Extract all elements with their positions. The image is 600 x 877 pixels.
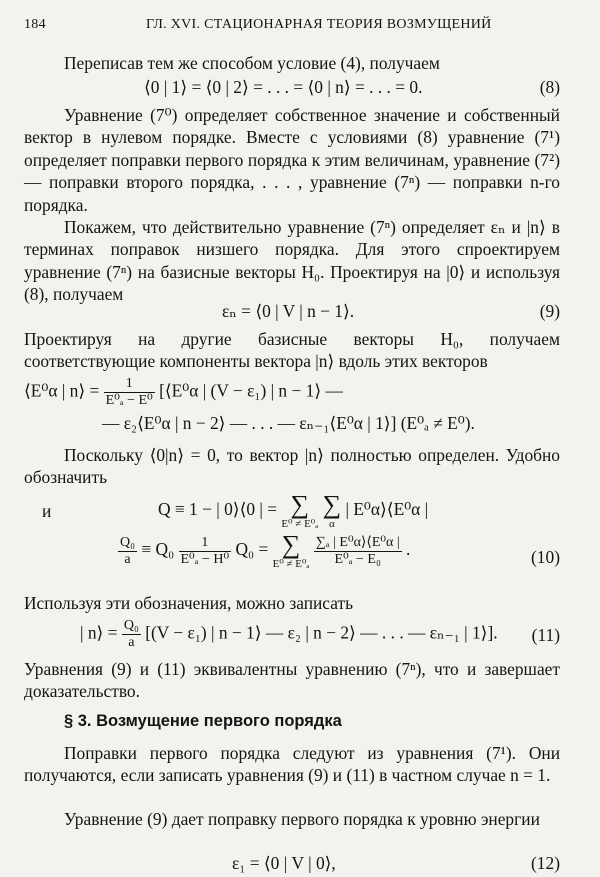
paragraph-popravki-text: Поправки первого порядка следуют из уравнения (7¹). Они получаются, если записать уравнения (9) и (11) в частном случае n = 1. (24, 743, 560, 786)
component-lhs: ⟨E⁰α | n⟩ = (24, 380, 100, 401)
paragraph-ekviv-text: Уравнения (9) и (11) эквивалентны уравнению (7ⁿ), что и завершает доказательство. (24, 659, 560, 702)
equation-8 (24, 76, 560, 100)
section-heading: § 3. Возмущение первого порядка (64, 712, 342, 730)
equation-12-number: (12) (531, 853, 560, 873)
equation-9-body: εₙ = ⟨0 | V | n − 1⟩. (222, 301, 355, 321)
q-sum-outer (281, 492, 318, 530)
q-definition (158, 492, 428, 530)
eq10-end: . (406, 539, 411, 559)
eq10-lhs-numerator: Q₀ (120, 534, 135, 550)
paragraph-ekviv (24, 658, 560, 703)
eq10-q0: Q₀ = (235, 539, 269, 559)
equation-11-number: (11) (531, 625, 560, 645)
equation-8-number: (8) (539, 77, 560, 97)
equation-9-number: (9) (539, 301, 560, 321)
eq10-mid-fraction (179, 535, 232, 568)
equation-10-body (118, 532, 410, 570)
equation-10 (24, 532, 560, 592)
paragraph-pokazhem (24, 216, 560, 306)
paragraph-ispolzuya-text: Используя эти обозначения, можно записать (24, 593, 354, 613)
eq10-lhs-fraction (118, 535, 137, 568)
paragraph-proekt-text: Проектируя на другие базисные векторы H₀, получаем соответствующие компоненты вектора |n⟩ вдоль этих векторов (24, 329, 560, 372)
equation-12-body: ε₁ = ⟨0 | V | 0⟩, (232, 853, 336, 873)
eq11-denominator: a (128, 635, 135, 650)
paragraph-uravnenie (24, 104, 560, 216)
eq10-mid: ≡ Q₀ (141, 539, 175, 559)
q-sum-inner (323, 492, 342, 530)
paragraph-pokazhem-text: Покажем, что действительно уравнение (7ⁿ) определяет εₙ и |n⟩ в терминах поправок низшего порядка. Для этого спроектируем уравнение (7ⁿ) на базисные векторы H₀. Проектируя на |0⟩ и используя (8), получаем (24, 217, 560, 305)
eq10-mid-denominator: E⁰ₐ − H⁰ (180, 551, 230, 567)
component-fraction-denominator: E⁰ₐ − E⁰ (105, 393, 153, 408)
component-fraction-numerator: 1 (104, 376, 155, 393)
eq10-lhs-denominator: a (124, 551, 131, 567)
component-equation-line2 (102, 412, 475, 434)
conjunction-and (42, 500, 51, 522)
eq10-sum (273, 532, 310, 570)
equation-11 (24, 618, 560, 658)
component-line2-text: — ε₂⟨E⁰α | n − 2⟩ — . . . — εₙ₋₁⟨E⁰α | 1⟩] (E⁰ₐ ≠ E⁰). (102, 413, 475, 433)
page-number: 184 (24, 17, 46, 32)
q-sum-outer-subscript: E⁰ ≠ E⁰ₐ (281, 518, 319, 530)
q-definition-lhs: Q ≡ 1 − | 0⟩⟨0 | = (158, 499, 278, 519)
eq10-sum-subscript: E⁰ ≠ E⁰ₐ (272, 558, 310, 570)
paragraph-ispolzuya (24, 592, 560, 614)
eq11-numerator: Q₀ (123, 618, 139, 633)
paragraph-proekt (24, 328, 560, 373)
eq11-rest: [(V − ε₁) | n − 1⟩ — ε₂ | n − 2⟩ — . . . — εₙ₋₁ | 1⟩]. (145, 622, 498, 643)
component-line1-rest: [⟨E⁰α | (V − ε₁) | n − 1⟩ — (159, 380, 343, 401)
running-title: ГЛ. XVI. СТАЦИОНАРНАЯ ТЕОРИЯ ВОЗМУЩЕНИЙ (146, 17, 492, 32)
conjunction-and-text: и (42, 501, 52, 521)
eq11-fraction (122, 618, 141, 651)
equation-10-number: (10) (531, 547, 560, 567)
paragraph-uravnenie9 (24, 808, 560, 830)
paragraph-uravnenie9-text: Уравнение (9) дает поправку первого порядка к уровню энергии (64, 809, 540, 829)
equation-9 (24, 300, 560, 324)
eq10-right-numerator: ∑ₐ | E⁰α⟩⟨E⁰α | (315, 534, 400, 550)
equation-11-body (80, 618, 498, 651)
q-term: | E⁰α⟩⟨E⁰α | (345, 499, 429, 519)
eq10-sum-sigma: ∑ (281, 530, 301, 559)
paragraph-poskolku (24, 444, 560, 489)
q-sum-outer-sigma: ∑ (290, 490, 310, 519)
equation-8-body: ⟨0 | 1⟩ = ⟨0 | 2⟩ = . . . = ⟨0 | n⟩ = . . . = 0. (144, 77, 423, 97)
eq10-right-denominator: E⁰ₐ − E₀ (334, 551, 381, 567)
paragraph-poskolku-text: Поскольку ⟨0|n⟩ = 0, то вектор |n⟩ полностью определен. Удобно обозначить (24, 445, 560, 488)
q-sum-inner-subscript: α (328, 518, 335, 530)
component-equation-line1 (24, 376, 343, 409)
equation-12 (24, 852, 560, 876)
eq10-right-fraction (314, 535, 402, 568)
eq10-mid-numerator: 1 (179, 535, 232, 552)
paragraph-popravki (24, 742, 560, 787)
paragraph-intro: Переписав тем же способом условие (4), получаем (64, 53, 440, 73)
eq11-lhs: | n⟩ = (80, 622, 118, 643)
intro-line (24, 52, 560, 74)
q-sum-inner-sigma: ∑ (322, 490, 342, 519)
component-fraction (104, 376, 155, 409)
running-header (24, 14, 560, 36)
paragraph-uravnenie-text: Уравнение (7⁰) определяет собственное значение и собственный вектор в нулевом порядке. Вместе с условиями (8) уравнение (7¹) определяет поправки первого порядка к этим величинам, уравнение (7²) — поправки второго порядка, . . . , уравнение (7ⁿ) — поправки n-го порядка. (24, 105, 560, 215)
